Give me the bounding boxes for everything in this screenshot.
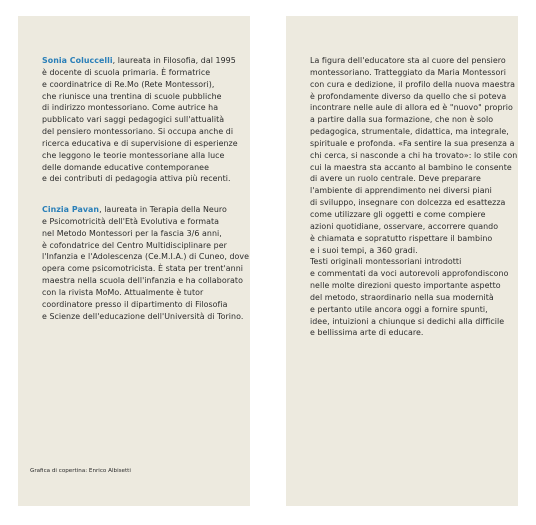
description-line: del metodo, straordinario nella sua modernità bbox=[310, 292, 494, 302]
author-bio-coluccelli bbox=[42, 55, 238, 185]
description-line: azioni quotidiane, osservare, accorrere quando bbox=[310, 221, 499, 231]
cover-design-credit: Grafica di copertina: Enrico Albisetti bbox=[30, 468, 131, 474]
bio-line: opera come psicomotricista. È stata per trent'anni bbox=[42, 264, 244, 274]
description-line: l'ambiente di apprendimento nei diversi piani bbox=[310, 186, 492, 196]
description-line: e pertanto utile ancora oggi a fornire spunti, bbox=[310, 304, 488, 314]
description-line: e commentati da voci autorevoli approfondiscono bbox=[310, 269, 509, 279]
description-line: è profondamente diverso da quello che si poteva bbox=[310, 91, 507, 101]
bio-line: e Psicomotricità dell'Età Evolutiva e formata bbox=[42, 216, 220, 226]
description-line: e bellissima arte di educare. bbox=[310, 328, 424, 338]
bio-line: nel Metodo Montessori per la fascia 3/6 anni, bbox=[42, 228, 222, 238]
description-line: Testi originali montessoriani introdotti bbox=[310, 257, 462, 267]
description-line: nelle molte direzioni questo importante aspetto bbox=[310, 281, 501, 291]
author-name-pavan: Cinzia Pavan bbox=[42, 205, 100, 214]
description-line: La figura dell'educatore sta al cuore del pensiero bbox=[310, 56, 506, 65]
bio-line: del pensiero montessoriano. Si occupa anche di bbox=[42, 127, 234, 137]
bio-line: ricerca educativa e di supervisione di esperienze bbox=[42, 138, 238, 148]
bio-line: coordinatore presso il dipartimento di Filosofia bbox=[42, 299, 228, 309]
description-line: di avere un ruolo centrale. Deve preparare bbox=[310, 174, 481, 184]
bio-line: è docente di scuola primaria. È formatrice bbox=[42, 67, 211, 77]
bio-line: e dei contributi di pedagogia attiva più recenti. bbox=[42, 174, 231, 184]
bio-line: di indirizzo montessoriano. Come autrice ha bbox=[42, 103, 219, 113]
description-line: è chiamata e sopratutto rispettare il bambino bbox=[310, 233, 493, 243]
bio-line: è cofondatrice del Centro Multidisciplinare per bbox=[42, 240, 227, 250]
bio-line: che riunisce una trentina di scuole pubbliche bbox=[42, 91, 222, 101]
description-line: con cura e dedizione, il profilo della nuova maestra bbox=[310, 79, 516, 89]
left-flap-panel bbox=[18, 16, 250, 506]
description-line: come utilizzare gli oggetti e come compiere bbox=[310, 209, 486, 219]
bio-line: pubblicato vari saggi pedagogici sull'attualità bbox=[42, 115, 225, 125]
description-line: di sviluppo, insegnare con dolcezza ed esattezza bbox=[310, 198, 506, 208]
bio-line: Cinzia Pavan, laureata in Terapia della Neuro bbox=[42, 205, 227, 214]
bio-line: e Scienze dell'educazione dell'Università di Torino. bbox=[42, 311, 244, 321]
bio-line: e coordinatrice di Re.Mo (Rete Montessori), bbox=[42, 79, 215, 89]
author-bio-pavan bbox=[42, 204, 249, 322]
description-line: spirituale e profonda. «Fa sentire la sua presenza a bbox=[310, 138, 515, 148]
right-flap-panel bbox=[286, 16, 518, 506]
description-line: pedagogica, strumentale, didattica, ma integrale, bbox=[310, 127, 509, 137]
description-line: cui la maestra sta accanto al bambino le consente bbox=[310, 162, 512, 172]
bio-line: maestra nella scuola dell'infanzia e ha collaborato bbox=[42, 276, 243, 286]
bio-line: l'Infanzia e l'Adolescenza (Ce.M.I.A.) di Cuneo, dove bbox=[42, 252, 250, 262]
description-line: incontrare nelle aule di allora ed è "nuovo" proprio bbox=[310, 103, 513, 113]
description-line: montessoriano. Tratteggiato da Maria Montessori bbox=[310, 67, 506, 77]
bio-line: Sonia Coluccelli, laureata in Filosofia, dal 1995 bbox=[42, 56, 236, 65]
description-line: idee, intuizioni a chiunque si dedichi alla difficile bbox=[310, 316, 505, 326]
bio-line: che leggono le teorie montessoriane alla luce bbox=[42, 150, 225, 160]
book-description bbox=[310, 55, 517, 339]
description-line: a partire dalla sua formazione, che non è solo bbox=[310, 115, 494, 125]
description-line: e i suoi tempi, a 360 gradi. bbox=[310, 245, 418, 255]
description-line: chi cerca, si nasconde a chi ha trovato»: lo stile con bbox=[310, 150, 518, 160]
bio-line: delle domande educative contemporanee bbox=[42, 162, 209, 172]
author-name-coluccelli: Sonia Coluccelli bbox=[42, 56, 113, 65]
bio-line: con la rivista MoMo. Attualmente è tutor bbox=[42, 287, 204, 297]
